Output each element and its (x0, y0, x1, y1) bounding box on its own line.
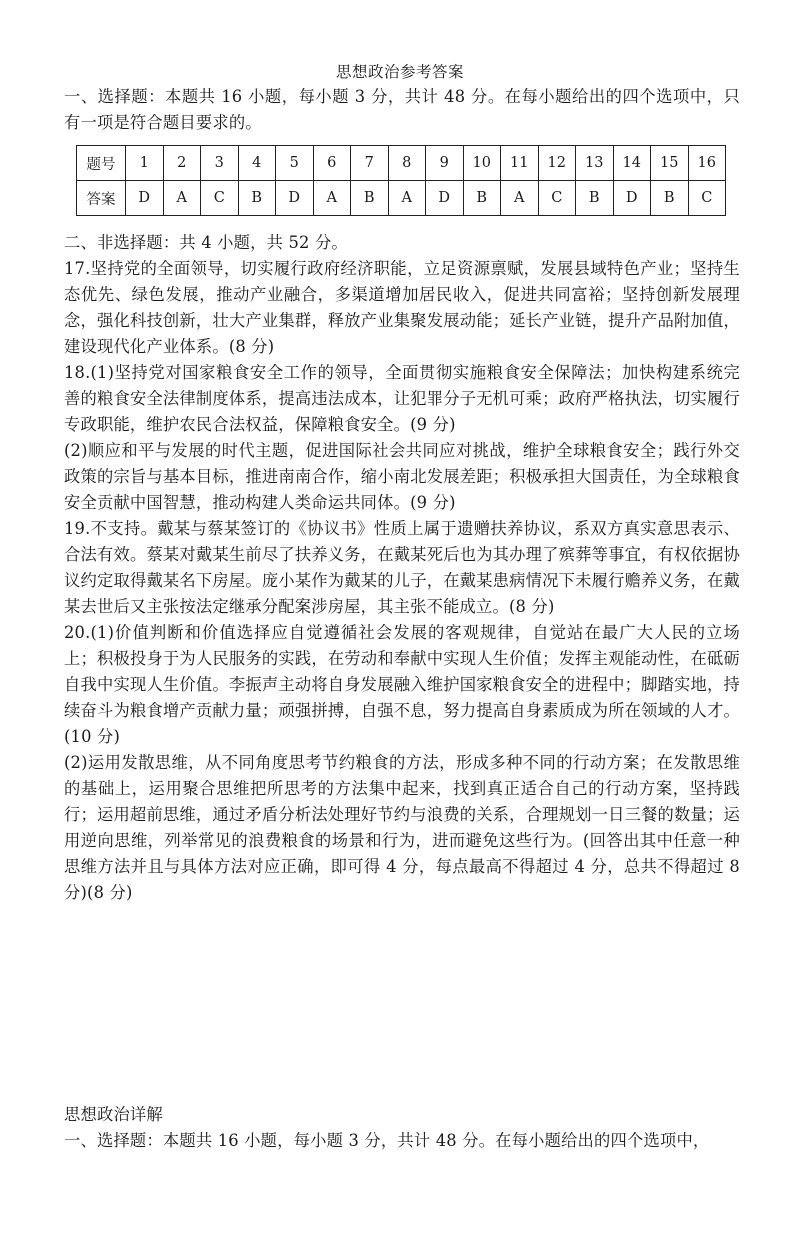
question-number: 15 (651, 146, 689, 181)
question-number: 4 (238, 146, 276, 181)
answer-q17: 17.坚持党的全面领导，切实履行政府经济职能，立足资源禀赋，发展县域特色产业；坚持生态优先、绿色发展，推动产业融合，多渠道增加居民收入，促进共同富裕；坚持创新发展理念，强化科技创新，壮大产业集群，释放产业集聚发展动能；延长产业链，提升产品附加值，建设现代化产业体系。(8 分) (64, 259, 740, 356)
question-number: 12 (538, 146, 576, 181)
row-label-answer: 答案 (77, 181, 126, 216)
question-number: 7 (351, 146, 389, 181)
question-number: 13 (576, 146, 614, 181)
detail-intro: 一、选择题：本题共 16 小题，每小题 3 分，共计 48 分。在每小题给出的四个选项中， (64, 1131, 710, 1150)
section2-intro: 二、非选择题：共 4 小题，共 52 分。 (64, 233, 348, 252)
table-row-answers (77, 181, 726, 216)
answer-q18-1: 18.(1)坚持党对国家粮食安全工作的领导，全面贯彻实施粮食安全保障法；加快构建系统完善的粮食安全法律制度体系，提高违法成本，让犯罪分子无机可乘；政府严格执法，切实履行专政职能，维护农民合法权益，保障粮食安全。(9 分) (64, 363, 740, 434)
answer-cell: A (501, 181, 539, 216)
question-number: 5 (276, 146, 314, 181)
answer-cell: B (576, 181, 614, 216)
page-title: 思想政治参考答案 (335, 63, 464, 81)
answer-cell: A (163, 181, 201, 216)
question-number: 3 (201, 146, 239, 181)
answer-cell: A (388, 181, 426, 216)
answer-cell: B (351, 181, 389, 216)
question-number: 1 (126, 146, 164, 181)
question-number: 9 (426, 146, 464, 181)
answer-cell: B (463, 181, 501, 216)
answer-q20-1: 20.(1)价值判断和价值选择应自觉遵循社会发展的客观规律，自觉站在最广大人民的立场上；积极投身于为人民服务的实践，在劳动和奉献中实现人生价值；发挥主观能动性，在砥砺自我中实现人生价值。李振声主动将自身发展融入维护国家粮食安全的进程中；脚踏实地，持续奋斗为粮食增产贡献力量；顽强拼搏，自强不息，努力提高自身素质成为所在领域的人才。(10 分) (64, 623, 740, 746)
answer-q19: 19.不支持。戴某与蔡某签订的《协议书》性质上属于遗赠扶养协议，系双方真实意思表示、合法有效。蔡某对戴某生前尽了扶养义务，在戴某死后也为其办理了殡葬等事宜，有权依据协议约定取得戴某名下房屋。庞小某作为戴某的儿子，在戴某患病情况下未履行赡养义务，在戴某去世后又主张按法定继承分配案涉房屋，其主张不能成立。(8 分) (64, 519, 740, 616)
table-row-numbers (77, 146, 726, 181)
answer-q20-2: (2)运用发散思维，从不同角度思考节约粮食的方法，形成多种不同的行动方案；在发散思维的基础上，运用聚合思维把所思考的方法集中起来，找到真正适合自己的行动方案，坚持践行；运用超前思维，通过矛盾分析法处理好节约与浪费的关系，合理规划一日三餐的数量；运用逆向思维，列举常见的浪费粮食的场景和行为，进而避免这些行为。(回答出其中任意一种思维方法并且与具体方法对应正确，即可得 4 分，每点最高不得超过 4 分，总共不得超过 8 分)(8 分) (64, 753, 740, 902)
answer-cell: D (613, 181, 651, 216)
question-number: 2 (163, 146, 201, 181)
section1-intro: 一、选择题：本题共 16 小题，每小题 3 分，共计 48 分。在每小题给出的四个选项中，只有一项是符合题目要求的。 (64, 87, 740, 132)
answer-table (76, 145, 726, 216)
answer-cell: C (201, 181, 239, 216)
row-label-number: 题号 (77, 146, 126, 181)
question-number: 8 (388, 146, 426, 181)
answer-cell: C (688, 181, 726, 216)
answer-cell: D (276, 181, 314, 216)
answer-cell: C (538, 181, 576, 216)
detail-title: 思想政治详解 (64, 1105, 163, 1124)
answer-cell: D (426, 181, 464, 216)
question-number: 14 (613, 146, 651, 181)
answer-cell: D (126, 181, 164, 216)
answer-q18-2: (2)顺应和平与发展的时代主题，促进国际社会共同应对挑战，维护全球粮食安全；践行外交政策的宗旨与基本目标，推进南南合作，缩小南北发展差距；积极承担大国责任，为全球粮食安全贡献中国智慧，推动构建人类命运共同体。(9 分) (64, 441, 740, 512)
answer-cell: B (651, 181, 689, 216)
question-number: 10 (463, 146, 501, 181)
question-number: 16 (688, 146, 726, 181)
question-number: 6 (313, 146, 351, 181)
question-number: 11 (501, 146, 539, 181)
answer-cell: A (313, 181, 351, 216)
answer-cell: B (238, 181, 276, 216)
